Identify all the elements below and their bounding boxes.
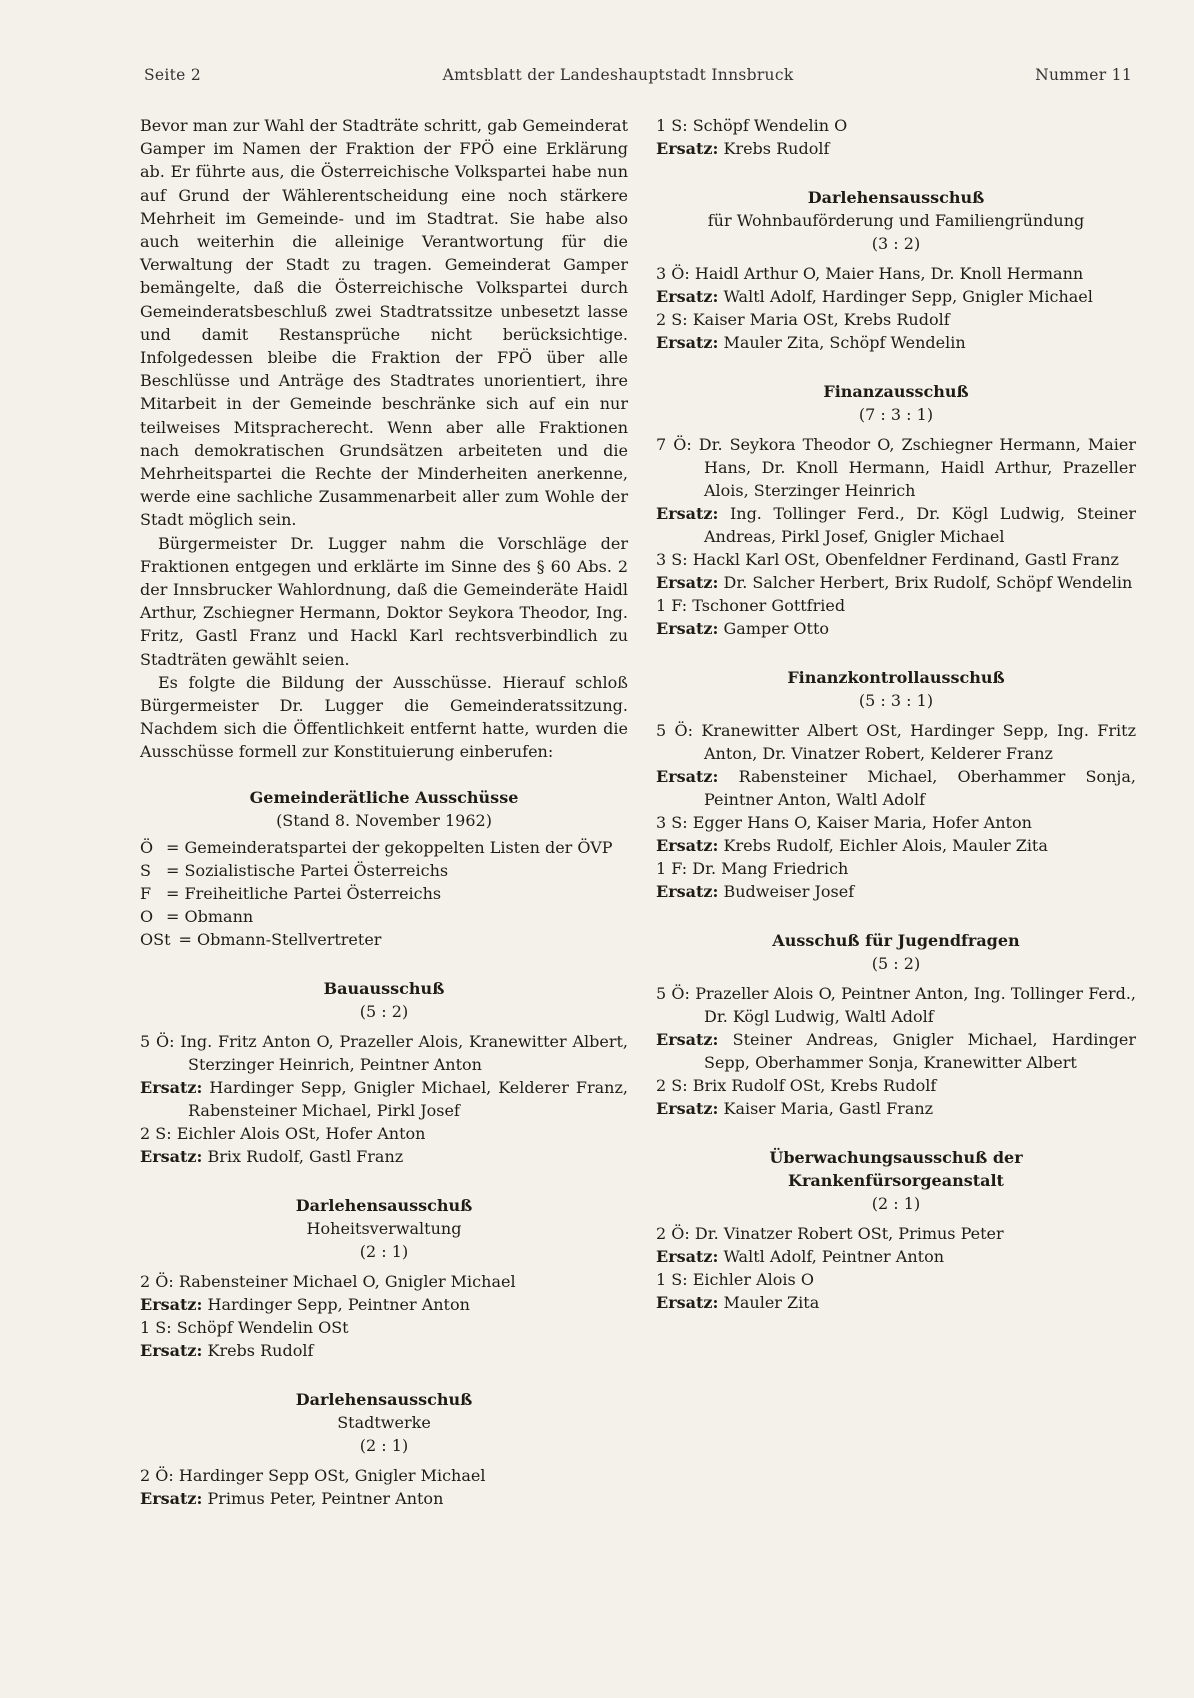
group-members: Rabensteiner Michael O, Gnigler Michael [178, 1271, 516, 1291]
group-label: 2 S: [656, 1076, 688, 1095]
legend-row [140, 928, 628, 951]
group-label: 5 Ö: [656, 721, 694, 740]
committee-section [140, 1388, 628, 1510]
member-group [656, 114, 1136, 137]
group-label: Ersatz: [140, 1294, 203, 1314]
member-group [656, 502, 1136, 548]
group-members: Ing. Fritz Anton O, Prazeller Alois, Kranewitter Albert, Sterzinger Heinrich, Peintner Anton [180, 1031, 628, 1074]
committees-stand: (Stand 8. November 1962) [276, 810, 492, 830]
group-members: Schöpf Wendelin OSt [176, 1317, 349, 1337]
committees-title: Gemeinderätliche Ausschüsse [249, 787, 519, 807]
member-group [140, 1030, 628, 1076]
member-group [656, 719, 1136, 765]
committee-section [656, 1146, 1136, 1314]
committee-ratio: (5 : 2) [871, 954, 921, 973]
group-label: Ersatz: [140, 1488, 203, 1508]
right-column [656, 114, 1136, 1510]
group-label: Ersatz: [140, 1340, 203, 1360]
group-members: Prazeller Alois O, Peintner Anton, Ing. Tollinger Ferd., Dr. Kögl Ludwig, Waltl Adolf [695, 984, 1137, 1026]
group-members: Rabensteiner Michael, Oberhammer Sonja, Peintner Anton, Waltl Adolf [704, 767, 1136, 809]
member-group [656, 617, 1136, 640]
member-group [656, 1097, 1136, 1120]
group-members: Budweiser Josef [723, 882, 855, 901]
member-group [140, 1464, 628, 1487]
group-label: 5 Ö: [656, 984, 690, 1003]
group-members: Kaiser Maria, Gastl Franz [723, 1099, 934, 1118]
group-label: 1 S: [140, 1317, 172, 1337]
group-label: 3 S: [656, 813, 688, 832]
group-label: Ersatz: [656, 836, 719, 855]
member-group [656, 1028, 1136, 1074]
member-group [656, 433, 1136, 502]
member-group [656, 1268, 1136, 1291]
group-label: Ersatz: [656, 333, 719, 352]
group-label: 5 Ö: [140, 1031, 175, 1051]
committee-section [656, 929, 1136, 1120]
group-members: Krebs Rudolf, Eichler Alois, Mauler Zita [723, 836, 1048, 855]
committee-section [140, 977, 628, 1168]
group-label: 3 S: [656, 550, 688, 569]
member-group [140, 1487, 628, 1510]
member-group [656, 857, 1136, 880]
group-members: Hackl Karl OSt, Obenfeldner Ferdinand, Gastl Franz [692, 550, 1119, 569]
member-group [656, 811, 1136, 834]
member-group [656, 765, 1136, 811]
legend [140, 836, 628, 951]
committee-title: Bauausschuß [323, 978, 445, 998]
left-column [140, 114, 628, 1510]
group-members: Primus Peter, Peintner Anton [207, 1488, 444, 1508]
group-members: Kaiser Maria OSt, Krebs Rudolf [692, 310, 950, 329]
member-group [656, 1245, 1136, 1268]
committee-ratio: (2 : 1) [871, 1194, 921, 1213]
member-group [140, 1316, 628, 1339]
committee-ratio: (7 : 3 : 1) [858, 405, 934, 424]
committee-title: Finanzausschuß [823, 382, 969, 401]
committee-ratio: (2 : 1) [359, 1435, 409, 1455]
intro-paragraph: Es folgte die Bildung der Ausschüsse. Hierauf schloß Bürgermeister Dr. Lugger die Gemeinderatssitzung. Nachdem sich die Öffentlichkeit entfernt hatte, wurden die Ausschüsse formell zur Konstituierung einberufen: [140, 672, 628, 762]
group-members: Hardinger Sepp, Gnigler Michael, Kelderer Franz, Rabensteiner Michael, Pirkl Josef [188, 1077, 628, 1120]
group-members: Haidl Arthur O, Maier Hans, Dr. Knoll Hermann [694, 264, 1084, 283]
group-members: Waltl Adolf, Peintner Anton [723, 1247, 944, 1266]
group-label: 7 Ö: [656, 435, 692, 454]
group-members: Dr. Salcher Herbert, Brix Rudolf, Schöpf Wendelin [723, 573, 1133, 592]
group-members: Gamper Otto [723, 619, 830, 638]
group-members: Krebs Rudolf [723, 139, 830, 158]
legend-row [140, 905, 628, 928]
page-number: Seite 2 [144, 66, 202, 84]
intro-paragraph: Bevor man zur Wahl der Stadträte schritt, gab Gemeinderat Gamper im Namen der Fraktion der FPÖ eine Erklärung ab. Er führte aus, die Österreichische Volkspartei habe nun auf Grund der Wählerentscheidung eine noch stärkere Mehrheit im Gemeinde- und im Stadtrat. Sie habe also auch weiterhin die alleinige Verantwortung für die Verwaltung der Stadt zu tragen. Gemeinderat Gamper bemängelte, daß die Österreichische Volkspartei durch Gemeinderatsbeschluß zwei Stadtratssitze unbesetzt lasse und damit Restansprüche nicht berücksichtige. Infolgedessen bleibe die Fraktion der FPÖ über alle Beschlüsse und Anträge des Stadtrates unorientiert, ihre Mitarbeit in der Gemeinde beschränke sich auf ein nur teilweises Mitspracherecht. Wenn aber alle Fraktionen nach demokratischen Grundsätzen arbeiteten und die Mehrheitspartei die Rechte der Minderheiten anerkenne, werde eine sachliche Zusammenarbeit aller zum Wohle der Stadt möglich sein. [140, 116, 628, 530]
committee-title: Finanzkontrollausschuß [787, 668, 1005, 687]
committees-heading [140, 786, 628, 832]
group-members: Dr. Vinatzer Robert OSt, Primus Peter [694, 1224, 1004, 1243]
committee-ratio: (2 : 1) [359, 1241, 409, 1261]
group-label: Ersatz: [656, 882, 719, 901]
group-members: Egger Hans O, Kaiser Maria, Hofer Anton [692, 813, 1032, 832]
group-members: Waltl Adolf, Hardinger Sepp, Gnigler Michael [723, 287, 1093, 306]
legend-abbr: O [140, 906, 154, 926]
committee-section [140, 1194, 628, 1362]
member-group [656, 982, 1136, 1028]
committee-title: Überwachungsausschuß der Krankenfürsorgeanstalt [769, 1148, 1023, 1190]
group-label: Ersatz: [656, 139, 719, 158]
group-members: Eichler Alois O [692, 1270, 814, 1289]
group-label: Ersatz: [656, 1099, 719, 1118]
committee-title: Darlehensausschuß [295, 1389, 473, 1409]
group-label: 2 S: [656, 310, 688, 329]
group-members: Ing. Tollinger Ferd., Dr. Kögl Ludwig, Steiner Andreas, Pirkl Josef, Gnigler Michael [704, 504, 1136, 546]
group-label: 1 S: [656, 1270, 688, 1289]
group-members: Mauler Zita [723, 1293, 820, 1312]
group-label: Ersatz: [656, 1030, 719, 1049]
group-members: Schöpf Wendelin O [692, 116, 848, 135]
group-label: Ersatz: [140, 1146, 203, 1166]
group-label: 2 Ö: [140, 1465, 174, 1485]
legend-text: = Obmann-Stellvertreter [178, 929, 382, 949]
committee-title: Darlehensausschuß [295, 1195, 473, 1215]
member-group [140, 1293, 628, 1316]
publication-title: Amtsblatt der Landeshauptstadt Innsbruck [442, 66, 794, 84]
group-label: Ersatz: [656, 1247, 719, 1266]
legend-row [140, 836, 628, 859]
legend-abbr: S [140, 860, 151, 880]
group-label: 3 Ö: [656, 264, 690, 283]
member-group [140, 1339, 628, 1362]
group-members: Hardinger Sepp, Peintner Anton [207, 1294, 470, 1314]
group-members: Steiner Andreas, Gnigler Michael, Hardinger Sepp, Oberhammer Sonja, Kranewitter Albert [704, 1030, 1136, 1072]
member-group [656, 262, 1136, 285]
group-label: 2 Ö: [140, 1271, 174, 1291]
legend-row [140, 882, 628, 905]
member-group [140, 1270, 628, 1293]
issue-number: Nummer 11 [1035, 66, 1132, 84]
committee-title: Ausschuß für Jugendfragen [772, 931, 1020, 950]
group-members: Dr. Mang Friedrich [692, 859, 849, 878]
group-members: Tschoner Gottfried [692, 596, 846, 615]
group-label: 2 S: [140, 1123, 172, 1143]
group-label: Ersatz: [656, 504, 719, 523]
group-members: Brix Rudolf, Gastl Franz [207, 1146, 404, 1166]
running-head [140, 66, 1136, 84]
member-group [656, 548, 1136, 571]
member-group [656, 331, 1136, 354]
member-group [140, 1145, 628, 1168]
legend-text: = Sozialistische Partei Österreichs [166, 860, 449, 880]
committee-subtitle: für Wohnbauförderung und Familiengründung [707, 211, 1085, 230]
group-label: Ersatz: [656, 1293, 719, 1312]
member-group [656, 1074, 1136, 1097]
committee-subtitle: Stadtwerke [337, 1412, 431, 1432]
group-label: 1 F: [656, 859, 688, 878]
member-group [140, 1076, 628, 1122]
committee-ratio: (3 : 2) [871, 234, 921, 253]
member-group [656, 571, 1136, 594]
legend-abbr: Ö [140, 837, 154, 857]
group-label: 1 S: [656, 116, 688, 135]
member-group [656, 594, 1136, 617]
legend-text: = Freiheitliche Partei Österreichs [166, 883, 442, 903]
committee-section [656, 186, 1136, 354]
committee-ratio: (5 : 3 : 1) [858, 691, 934, 710]
group-label: 2 Ö: [656, 1224, 690, 1243]
group-label: Ersatz: [656, 287, 719, 306]
legend-abbr: OSt [140, 929, 171, 949]
group-members: Brix Rudolf OSt, Krebs Rudolf [692, 1076, 937, 1095]
committee-title: Darlehensausschuß [807, 188, 985, 207]
committee-section [656, 666, 1136, 903]
group-members: Mauler Zita, Schöpf Wendelin [723, 333, 966, 352]
columns [140, 114, 1136, 1510]
member-group [656, 1222, 1136, 1245]
legend-text: = Gemeinderatspartei der gekoppelten Listen der ÖVP [166, 837, 613, 857]
group-label: Ersatz: [656, 573, 719, 592]
member-group [140, 1122, 628, 1145]
member-group [656, 308, 1136, 331]
member-group [656, 285, 1136, 308]
legend-abbr: F [140, 883, 152, 903]
intro-paragraph: Bürgermeister Dr. Lugger nahm die Vorschläge der Fraktionen entgegen und erklärte im Sinne des § 60 Abs. 2 der Innsbrucker Wahlordnung, daß die Gemeinderäte Haidl Arthur, Zschiegner Hermann, Doktor Seykora Theodor, Ing. Fritz, Gastl Franz und Hackl Karl rechtsverbindlich zu Stadträten gewählt seien. [140, 533, 628, 669]
member-group [656, 880, 1136, 903]
member-group [656, 834, 1136, 857]
group-label: Ersatz: [140, 1077, 203, 1097]
committee-subtitle: Hoheitsverwaltung [306, 1218, 462, 1238]
group-label: Ersatz: [656, 767, 719, 786]
member-group [656, 1291, 1136, 1314]
group-label: Ersatz: [656, 619, 719, 638]
group-members: Hardinger Sepp OSt, Gnigler Michael [178, 1465, 486, 1485]
group-members: Kranewitter Albert OSt, Hardinger Sepp, Ing. Fritz Anton, Dr. Vinatzer Robert, Kelderer Franz [701, 721, 1136, 763]
group-members: Eichler Alois OSt, Hofer Anton [176, 1123, 426, 1143]
group-label: 1 F: [656, 596, 688, 615]
legend-text: = Obmann [166, 906, 254, 926]
member-group [656, 137, 1136, 160]
committee-ratio: (5 : 2) [359, 1001, 409, 1021]
group-members: Dr. Seykora Theodor O, Zschiegner Hermann, Maier Hans, Dr. Knoll Hermann, Haidl Arthur, Prazeller Alois, Sterzinger Heinrich [698, 435, 1136, 500]
legend-row [140, 859, 628, 882]
committee-section [656, 380, 1136, 640]
group-members: Krebs Rudolf [207, 1340, 314, 1360]
